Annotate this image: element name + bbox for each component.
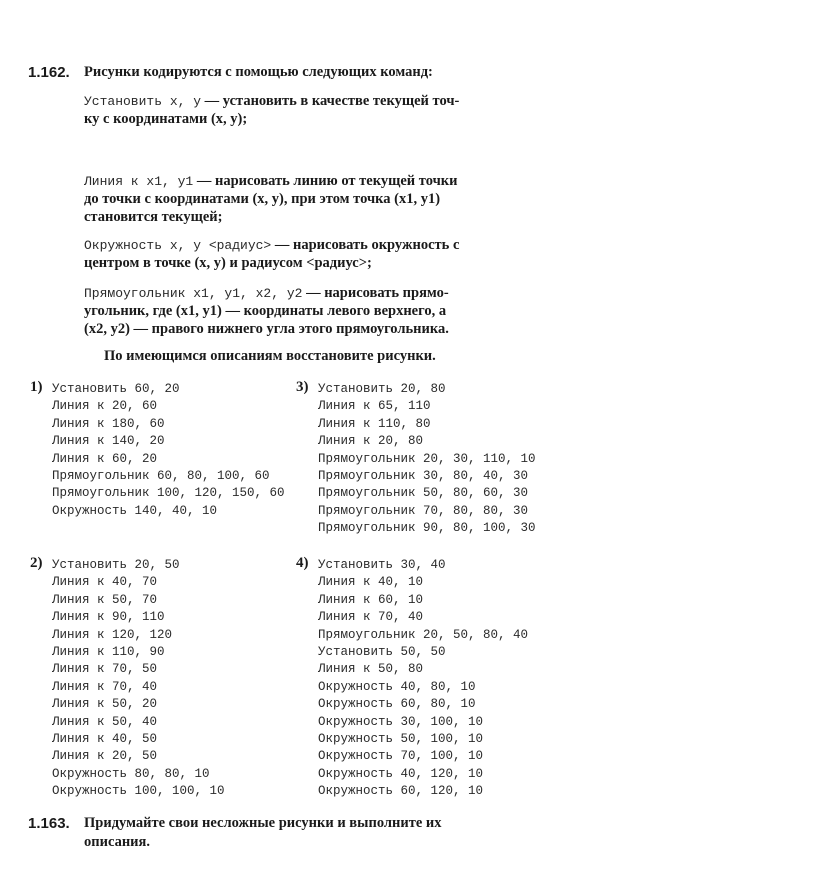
list-2-label: 2) [30,555,43,571]
list-item: Линия к 60, 20 [52,451,158,466]
list-item: Установить 60, 20 [52,382,180,396]
list-item: Линия к 140, 20 [52,434,165,449]
list-item: Окружность 100, 100, 10 [52,784,225,799]
list-item: Линия к 50, 70 [52,592,158,607]
problem-163-line-2: описания. [84,834,151,850]
command-circle-desc: — нарисовать окружность с [274,237,460,253]
problem-number-162: 1.162. [28,64,70,81]
list-item: Прямоугольник 90, 80, 100, 30 [318,521,536,536]
list-item: Прямоугольник 30, 80, 40, 30 [318,468,529,483]
command-line-name: Линия к х1, у1 [84,174,194,189]
list-item: Окружность 40, 120, 10 [318,766,484,781]
list-item: Окружность 70, 100, 10 [318,749,484,764]
command-rect-name: Прямоугольник х1, у1, х2, у2 [84,286,303,301]
problem-163-line-1: Придумайте свои несложные рисунки и выполните их [84,815,442,831]
list-item: Линия к 65, 110 [318,399,431,414]
command-set-block [84,92,459,128]
command-rect-desc-cont-2: (x2, y2) — правого нижнего угла этого прямоугольника. [84,321,449,337]
list-4-label: 4) [296,555,309,571]
command-line-block [84,172,457,226]
command-rect-desc-cont-1: угольник, где (x1, y1) — координаты левого верхнего, а [84,303,447,319]
list-item: Линия к 70, 40 [318,610,424,625]
list-item: Линия к 20, 50 [52,749,158,764]
list-item: Линия к 70, 50 [52,662,158,677]
list-item: Установить 50, 50 [318,644,446,659]
list-item: Окружность 50, 100, 10 [318,731,484,746]
list-item: Линия к 40, 50 [52,731,158,746]
list-item: Окружность 30, 100, 10 [318,714,484,729]
command-line-desc-cont-2: становится текущей; [84,209,223,225]
list-item: Линия к 40, 10 [318,575,424,590]
list-item: Прямоугольник 20, 30, 110, 10 [318,451,536,466]
list-item: Линия к 60, 10 [318,592,424,607]
list-item: Прямоугольник 50, 80, 60, 30 [318,486,529,501]
list-item: Окружность 140, 40, 10 [52,503,218,518]
list-item: Линия к 20, 80 [318,434,424,449]
command-circle-desc-cont: центром в точке (x, y) и радиусом <радиус>; [84,255,372,271]
list-item: Прямоугольник 60, 80, 100, 60 [52,468,270,483]
task-text: По имеющимся описаниям восстановите рисунки. [104,348,436,364]
command-line-desc: — нарисовать линию от текущей точки [196,173,458,189]
list-item: Линия к 120, 120 [52,627,173,642]
list-item: Линия к 50, 40 [52,714,158,729]
problem-heading: Рисунки кодируются с помощью следующих команд: [84,64,433,80]
list-item: Окружность 60, 80, 10 [318,697,476,712]
problem-number-163: 1.163. [28,815,70,832]
list-item: Линия к 110, 90 [52,644,165,659]
command-set-desc: — установить в качестве текущей точ- [204,93,460,109]
list-item: Прямоугольник 100, 120, 150, 60 [52,486,285,501]
list-item: Линия к 110, 80 [318,416,431,431]
list-4 [318,557,528,800]
list-item: Прямоугольник 70, 80, 80, 30 [318,503,529,518]
command-set-desc-cont: ку с координатами (x, y); [84,111,248,127]
list-item: Прямоугольник 20, 50, 80, 40 [318,627,529,642]
list-item: Линия к 50, 80 [318,662,424,677]
list-item: Линия к 40, 70 [52,575,158,590]
list-1 [52,381,285,520]
list-3-label: 3) [296,379,309,395]
command-circle-name: Окружность х, у <радиус> [84,238,272,253]
list-item: Окружность 80, 80, 10 [52,766,210,781]
list-item: Установить 30, 40 [318,558,446,572]
list-item: Окружность 40, 80, 10 [318,679,476,694]
list-item: Линия к 70, 40 [52,679,158,694]
list-item: Линия к 90, 110 [52,610,165,625]
list-item: Линия к 180, 60 [52,416,165,431]
command-circle-block [84,236,459,272]
command-set-name: Установить х, у [84,94,202,109]
list-1-label: 1) [30,379,43,395]
list-item: Окружность 60, 120, 10 [318,784,484,799]
list-3 [318,381,536,538]
list-item: Линия к 20, 60 [52,399,158,414]
command-line-desc-cont-1: до точки с координатами (x, y), при этом точка (x1, y1) [84,191,441,207]
list-item: Установить 20, 50 [52,558,180,572]
command-rect-block [84,284,449,338]
command-rect-desc: — нарисовать прямо- [306,285,449,301]
list-item: Линия к 50, 20 [52,697,158,712]
list-2 [52,557,225,800]
list-item: Установить 20, 80 [318,382,446,396]
